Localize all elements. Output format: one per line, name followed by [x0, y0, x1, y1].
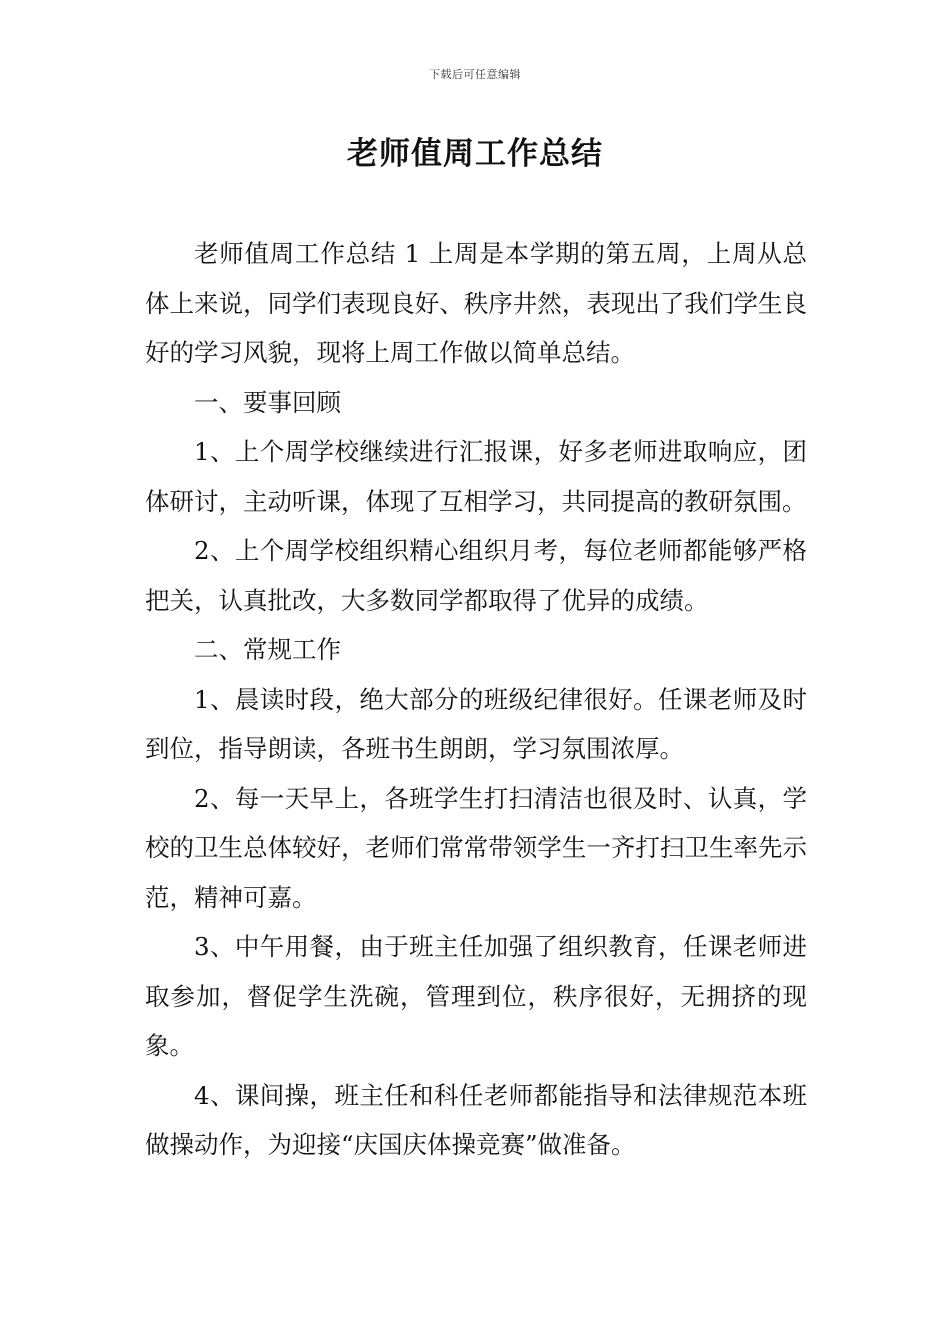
- section-heading-routine: 二、常规工作: [194, 635, 341, 664]
- document-title: 老师值周工作总结: [347, 136, 603, 172]
- paragraph-routine-1: 1、晨读时段，绝大部分的班级纪律很好。任课老师及时到位，指导朗读，各班书生朗朗，学习氛围浓厚。: [145, 684, 807, 763]
- paragraph-routine-2: 2、每一天早上，各班学生打扫清洁也很及时、认真，学校的卫生总体较好，老师们常常带领学生一齐打扫卫生率先示范，精神可嘉。: [145, 783, 807, 912]
- paragraph-review-2: 2、上个周学校组织精心组织月考，每位老师都能够严格把关，认真批改，大多数同学都取得了优异的成绩。: [145, 536, 807, 615]
- paragraph-routine-3: 3、中午用餐，由于班主任加强了组织教育，任课老师进取参加，督促学生洗碗，管理到位，秩序很好，无拥挤的现象。: [145, 932, 807, 1060]
- paragraph-intro: 老师值周工作总结 1 上周是本学期的第五周，上周从总体上来说，同学们表现良好、秩序井然，表现出了我们学生良好的学习风貌，现将上周工作做以简单总结。: [145, 239, 807, 367]
- section-heading-review: 一、要事回顾: [194, 387, 341, 417]
- header-note: 下载后可任意编辑: [429, 68, 521, 81]
- paragraph-review-1: 1、上个周学校继续进行汇报课，好多老师进取响应，团体研讨，主动听课，体现了互相学习，共同提高的教研氛围。: [145, 437, 807, 516]
- paragraph-routine-4: 4、课间操，班主任和科任老师都能指导和法律规范本班做操动作，为迎接“庆国庆体操竞赛”做准备。: [145, 1080, 807, 1159]
- document-body: [145, 229, 807, 1170]
